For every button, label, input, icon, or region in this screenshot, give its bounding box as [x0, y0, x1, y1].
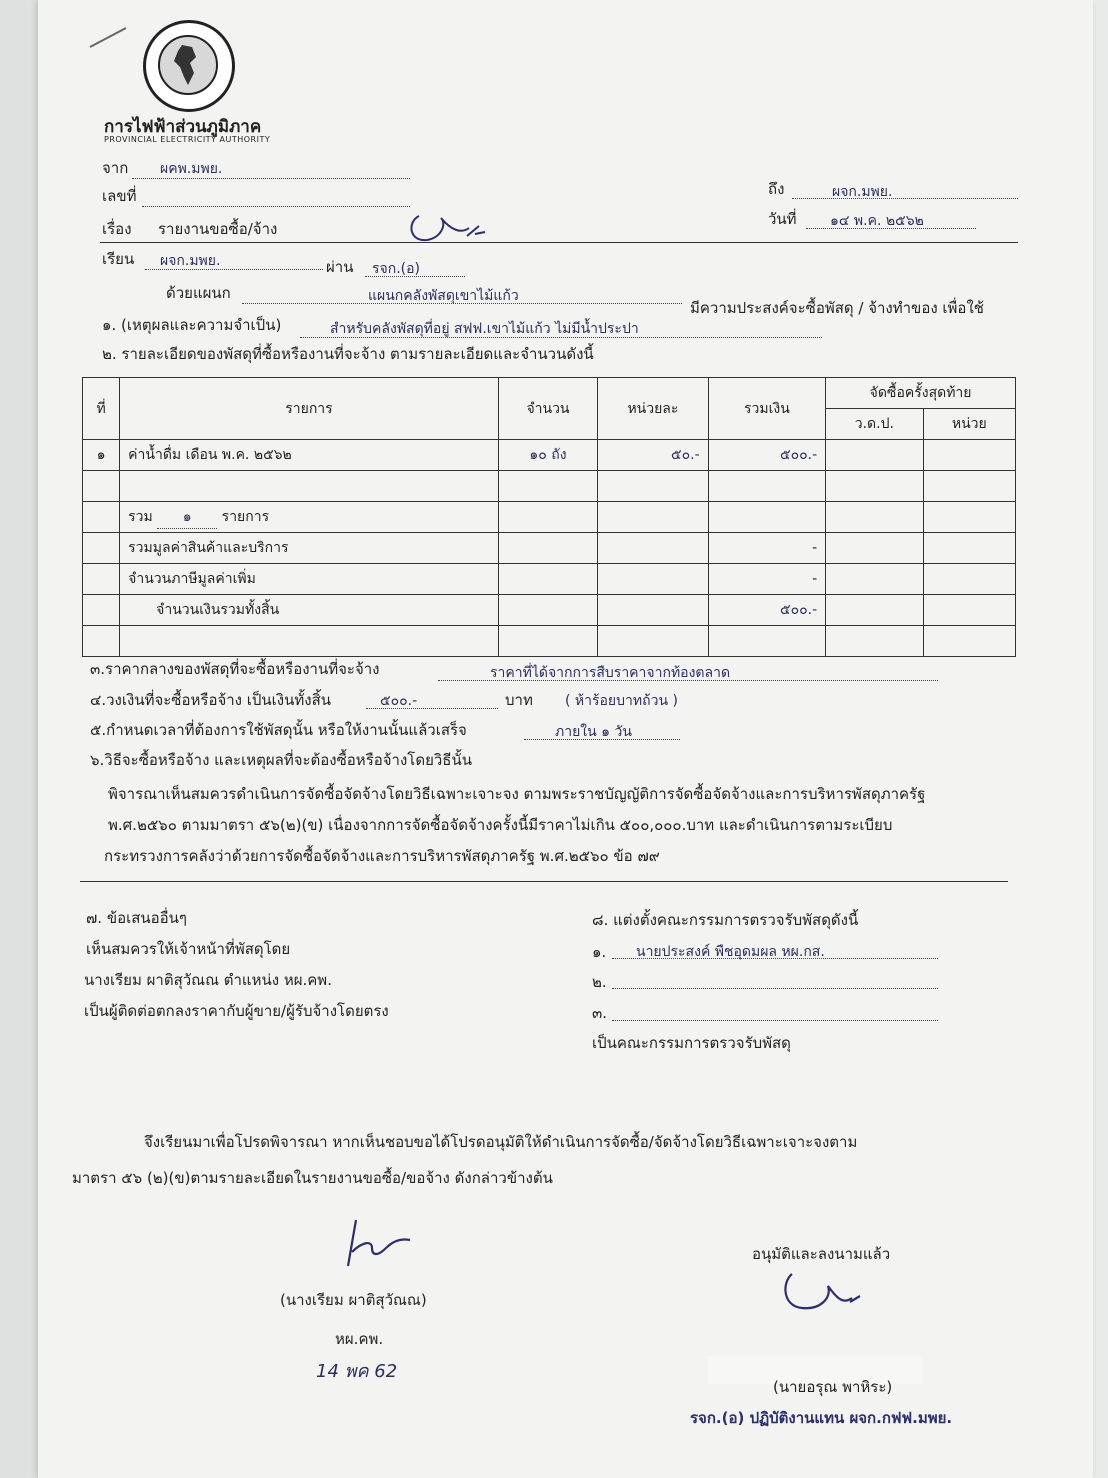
committee-member2-number: ๒. [592, 973, 607, 991]
left-signature [338, 1212, 418, 1272]
pea-logo [143, 20, 235, 112]
detail-label: ๒. รายละเอียดของพัสดุที่ซื้อหรืองานที่จะจ้าง ตามรายละเอียดและจำนวนดังนี้ [102, 345, 594, 363]
dept-value: แผนกคลังพัสดุเขาไม้แก้ว [368, 288, 519, 304]
from-label: จาก [102, 159, 129, 177]
reason-label: ๑. (เหตุผลและความจำเป็น) [102, 316, 282, 334]
goods-value: - [708, 533, 826, 564]
count-value: ๑ [157, 506, 217, 529]
col-item-header: รายการ [120, 378, 499, 440]
right-signer-position: รจก.(อ) ปฏิบัติงานแทน ผจก.กฟฟ.มพย. [690, 1409, 953, 1427]
table-row [83, 440, 1016, 471]
section3-label: ๓.ราคากลางของพัสดุที่จะซื้อหรืองานที่จะจ้าง [90, 660, 380, 678]
col-last-unit-header: หน่วย [923, 409, 1015, 440]
via-value: รจก.(อ) [372, 261, 420, 277]
section5-label: ๕.กำหนดเวลาที่ต้องการใช้พัสดุนั้น หรือให้งานนั้นแล้วเสร็จ [90, 721, 467, 739]
dept-label: ด้วยแผนก [166, 284, 231, 302]
col-total-header: รวมเงิน [708, 378, 826, 440]
summary-count-row [83, 502, 1016, 533]
from-value: ผคพ.มพย. [160, 161, 223, 177]
grand-label: จำนวนเงินรวมทั้งสิ้น [120, 595, 499, 626]
count-unit: รายการ [221, 508, 270, 525]
committee-member3-number: ๓. [592, 1004, 608, 1022]
row-total: ๕๐๐.- [708, 440, 826, 471]
col-unit-price-header: หน่วยละ [598, 378, 708, 440]
section3-value: ราคาที่ได้จากการสืบราคาจากท้องตลาด [490, 665, 731, 681]
to-value: ผจก.มพย. [832, 184, 893, 200]
col-qty-header: จำนวน [498, 378, 597, 440]
section6-line2: พ.ศ.๒๕๖๐ ตามมาตรา ๕๖(๒)(ข) เนื่องจากการจัดซื้อจัดจ้างครั้งนี้มีราคาไม่เกิน ๕๐๐,๐๐๐.บาท และดำเนินการตามระเบียบ [108, 816, 893, 834]
date-label: วันที่ [768, 210, 797, 228]
approved-label: อนุมัติและลงนามแล้ว [752, 1245, 891, 1263]
col-last-purchase-header: จัดซื้อครั้งสุดท้าย [826, 378, 1016, 409]
section7-line1: เห็นสมควรให้เจ้าหน้าที่พัสดุโดย [86, 940, 291, 958]
summary-vat-row [83, 564, 1016, 595]
section4-words: ( ห้าร้อยบาทถ้วน ) [565, 693, 678, 709]
table-row-empty-2 [83, 626, 1016, 657]
section6-label: ๖.วิธีจะซื้อหรือจ้าง และเหตุผลที่จะต้องซื้อหรือจ้างโดยวิธีนั้น [90, 751, 472, 769]
section7-label: ๗. ข้อเสนออื่นๆ [86, 909, 187, 927]
row-qty: ๑๐ ถัง [498, 440, 597, 471]
section5-value: ภายใน ๑ วัน [555, 724, 632, 740]
pen-mark [88, 25, 128, 50]
col-no-header: ที่ [83, 378, 120, 440]
dear-value: ผจก.มพย. [160, 253, 221, 269]
left-signer-position: หผ.คพ. [335, 1330, 384, 1348]
org-name-english: PROVINCIAL ELECTRICITY AUTHORITY [104, 135, 271, 144]
grand-value: ๕๐๐.- [708, 595, 826, 626]
section6-line3: กระทรวงการคลังว่าด้วยการจัดซื้อจัดจ้างและการบริหารพัสดุภาครัฐ พ.ศ.๒๕๖๐ ข้อ ๗๙ [104, 847, 660, 865]
vat-value: - [708, 564, 826, 595]
count-label: รวม [128, 508, 153, 525]
section4-label: ๔.วงเงินที่จะซื้อหรือจ้าง เป็นเงินทั้งสิ้น [90, 691, 331, 709]
goods-value-label: รวมมูลค่าสินค้าและบริการ [120, 533, 499, 564]
section8-label: ๘. แต่งตั้งคณะกรรมการตรวจรับพัสดุดังนี้ [592, 911, 859, 929]
date-value: ๑๔ พ.ค. ๒๕๖๒ [830, 213, 924, 229]
page-edge-background [0, 0, 38, 1478]
intent-text: มีความประสงค์จะซื้อพัสดุ / จ้างทำของ เพื่อใช้ [690, 299, 984, 317]
summary-grand-row [83, 595, 1016, 626]
committee-member1-number: ๑. [592, 943, 607, 961]
col-last-date-header: ว.ด.ป. [826, 409, 923, 440]
section7-line2: นางเรียม ผาติสุวัณณ ตำแหน่ง หผ.คพ. [84, 971, 332, 989]
section7-line3: เป็นผู้ติดต่อตกลงราคากับผู้ขาย/ผู้รับจ้างโดยตรง [84, 1002, 389, 1020]
row-unit-price: ๕๐.- [598, 440, 708, 471]
dear-label: เรียน [102, 250, 135, 268]
reason-value: สำหรับคลังพัสดุที่อยู่ สฟฟ.เขาไม้แก้ว ไม่มีน้ำประปา [330, 321, 639, 337]
closing-line1: จึงเรียนมาเพื่อโปรดพิจารณา หากเห็นชอบขอได้โปรดอนุมัติให้ดำเนินการจัดซื้อ/จัดจ้างโดยวิธีเฉพาะเจาะจงตาม [144, 1133, 858, 1151]
left-signer-name: (นางเรียม ผาติสุวัณณ) [280, 1291, 427, 1309]
items-table [82, 377, 1016, 657]
subject-value: รายงานขอซื้อ/จ้าง [158, 220, 278, 238]
section4-amount: ๕๐๐.- [380, 693, 418, 709]
table-header-row [83, 378, 1016, 409]
section6-line1: พิจารณาเห็นสมควรดำเนินการจัดซื้อจัดจ้างโดยวิธีเฉพาะเจาะจง ตามพระราชบัญญัติการจัดซื้อจัดจ้างและการบริหารพัสดุภาครัฐ [108, 785, 926, 803]
right-signer-name: (นายอรุณ พาหิระ) [773, 1378, 893, 1396]
table-row-empty [83, 471, 1016, 502]
vat-label: จำนวนภาษีมูลค่าเพิ่ม [120, 564, 499, 595]
org-name-thai: การไฟฟ้าส่วนภูมิภาค [104, 117, 262, 137]
via-label: ผ่าน [326, 258, 354, 276]
row-item: ค่าน้ำดื่ม เดือน พ.ค. ๒๕๖๒ [120, 440, 499, 471]
closing-line2: มาตรา ๕๖ (๒)(ข)ตามรายละเอียดในรายงานขอซื้อ/ขอจ้าง ดังกล่าวข้างต้น [72, 1169, 553, 1187]
logo-map-icon [158, 35, 218, 95]
section4-unit: บาท [505, 691, 533, 709]
subject-label: เรื่อง [102, 220, 132, 238]
number-label: เลขที่ [102, 187, 137, 205]
committee-member1: นายประสงค์ พืชอุดมผล หผ.กส. [636, 944, 825, 960]
left-sign-date: 14 พค 62 [316, 1361, 398, 1382]
summary-goods-row [83, 533, 1016, 564]
row-no: ๑ [83, 440, 120, 471]
to-label: ถึง [768, 180, 785, 198]
right-signature [780, 1268, 870, 1318]
committee-footer: เป็นคณะกรรมการตรวจรับพัสดุ [592, 1034, 791, 1052]
